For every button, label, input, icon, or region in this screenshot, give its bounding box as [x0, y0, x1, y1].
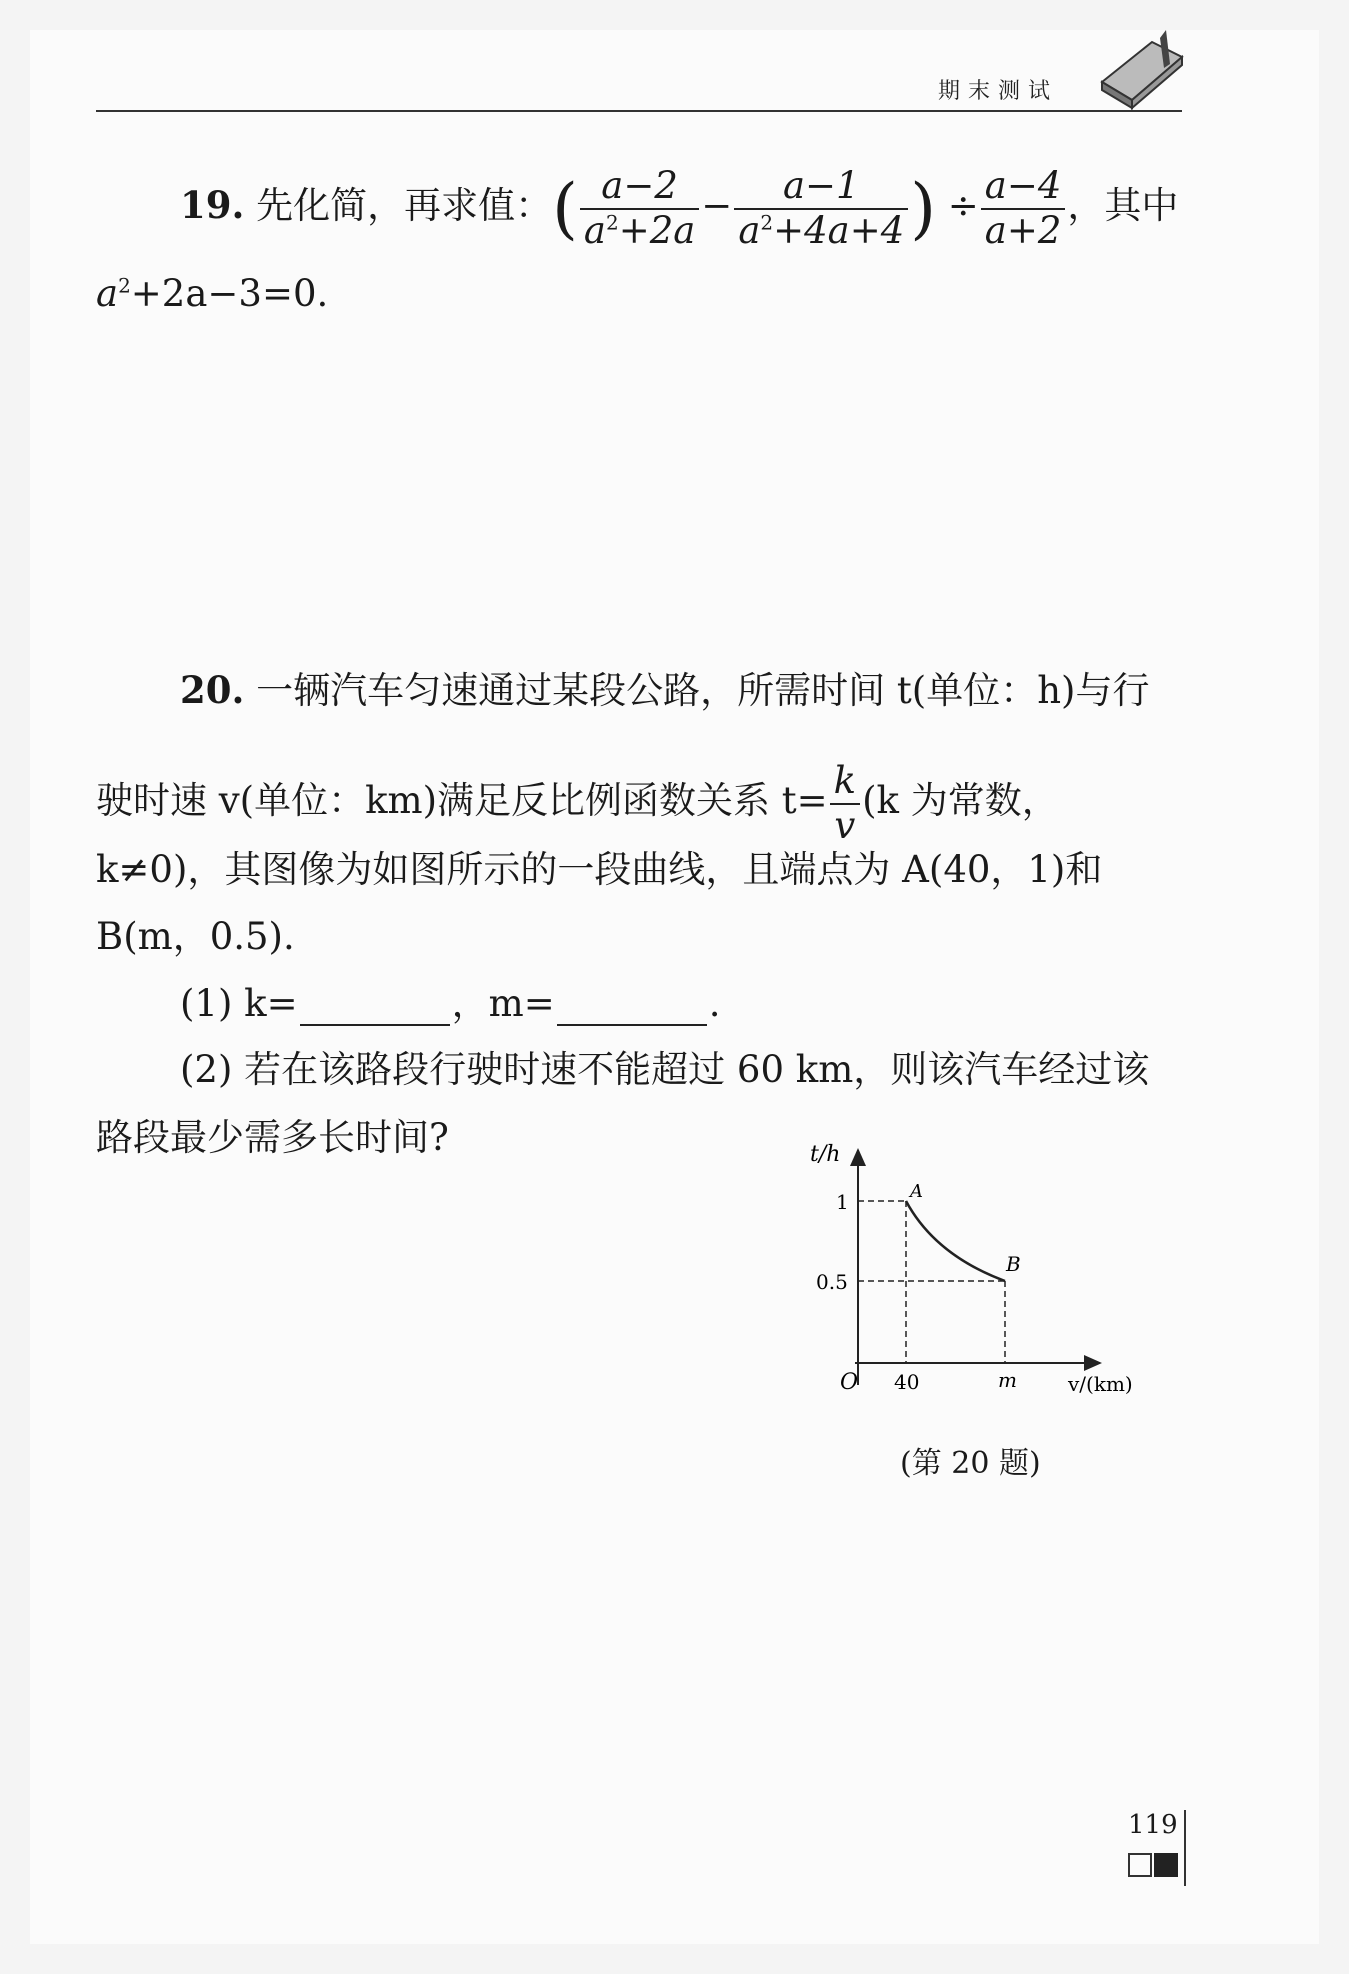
q20-number: 20. — [180, 668, 245, 712]
right-paren: ) — [910, 169, 937, 247]
point-b-label: B — [1006, 1252, 1021, 1276]
q19-frac2: $\frac{a-1}{a^2+4a+4}$ — [734, 165, 908, 252]
q19-minus: − — [701, 184, 733, 228]
q19-prefix: 先化简，再求值： — [256, 184, 553, 228]
origin-label: O — [840, 1370, 859, 1395]
m-answer-blank[interactable] — [557, 994, 707, 1026]
q20-frac-den: v — [834, 803, 856, 847]
q20-line2-b: (k 为常数， — [862, 779, 1059, 823]
book-icon — [1082, 22, 1192, 112]
figure-caption: (第 20 题) — [900, 1446, 1041, 1481]
q19-line1 — [180, 165, 1178, 252]
q19-frac2-den-rest: +4a+4 — [773, 208, 905, 252]
q19-frac3 — [981, 165, 1066, 252]
q20-part1-m: ，m= — [451, 982, 555, 1025]
page-marker-empty — [1128, 1853, 1152, 1877]
q20-part2-line1: (2) 若在该路段行驶时速不能超过 60 km，则该汽车经过该 — [180, 1048, 1150, 1091]
q20-frac — [830, 760, 860, 847]
q19-number: 19. — [180, 183, 245, 228]
q19-cond-a: a — [96, 272, 119, 315]
q19-line2: $a^2+2a-3=0$. — [96, 272, 329, 315]
q19-frac3-num: a−4 — [981, 165, 1066, 210]
q20-frac-num: k — [830, 760, 860, 805]
q20-line2 — [96, 760, 1059, 847]
point-a-label: A — [910, 1181, 923, 1202]
q20-part1-label: (1) k= — [180, 982, 298, 1025]
q20-graph — [800, 1135, 1170, 1405]
page-number: 119 — [1128, 1810, 1178, 1840]
q19-frac1-den-rest: +2a — [618, 208, 696, 252]
q19-suffix: ，其中 — [1067, 184, 1179, 228]
header-divider — [96, 110, 1182, 112]
curve-ab — [906, 1201, 1005, 1281]
k-answer-blank[interactable] — [300, 994, 450, 1026]
header-title: 期末测试 — [938, 79, 1059, 104]
q20-line4: B(m，0.5). — [96, 915, 295, 958]
q19-frac3-den: a+2 — [984, 208, 1062, 252]
q20-part2-line2: 路段最少需多长时间? — [96, 1116, 449, 1159]
q19-frac2-num: a−1 — [734, 165, 908, 210]
q20-part1 — [180, 982, 720, 1026]
q19-frac1-num: a−2 — [580, 165, 699, 210]
x-axis-label: v/(km) — [1068, 1372, 1133, 1396]
x-tick-m: m — [998, 1368, 1017, 1392]
page-number-bar — [1184, 1810, 1186, 1886]
q19-div: ÷ — [947, 184, 979, 228]
q19-frac1: $\frac{a-2}{a^2+2a}$ — [580, 165, 699, 252]
q20-line1 — [180, 668, 1149, 713]
q20-line1-text: 一辆汽车匀速通过某段公路，所需时间 t(单位：h)与行 — [256, 669, 1150, 712]
q20-line2-a: 驶时速 v(单位：km)满足反比例函数关系 t= — [96, 779, 828, 823]
q19-frac1-den-a: a — [583, 208, 606, 252]
left-paren: ( — [552, 169, 578, 247]
q20-part1-end: . — [708, 982, 721, 1025]
q19-frac2-den-a: a — [738, 208, 761, 252]
q19-cond-rest: +2a−3=0. — [130, 272, 329, 315]
y-tick-05: 0.5 — [816, 1270, 848, 1294]
y-tick-1: 1 — [836, 1190, 849, 1214]
page-marker-filled — [1154, 1853, 1178, 1877]
x-tick-40: 40 — [894, 1370, 920, 1394]
y-axis-label: t/h — [810, 1142, 841, 1167]
q20-line3: k≠0)，其图像为如图所示的一段曲线，且端点为 A(40，1)和 — [96, 848, 1103, 891]
